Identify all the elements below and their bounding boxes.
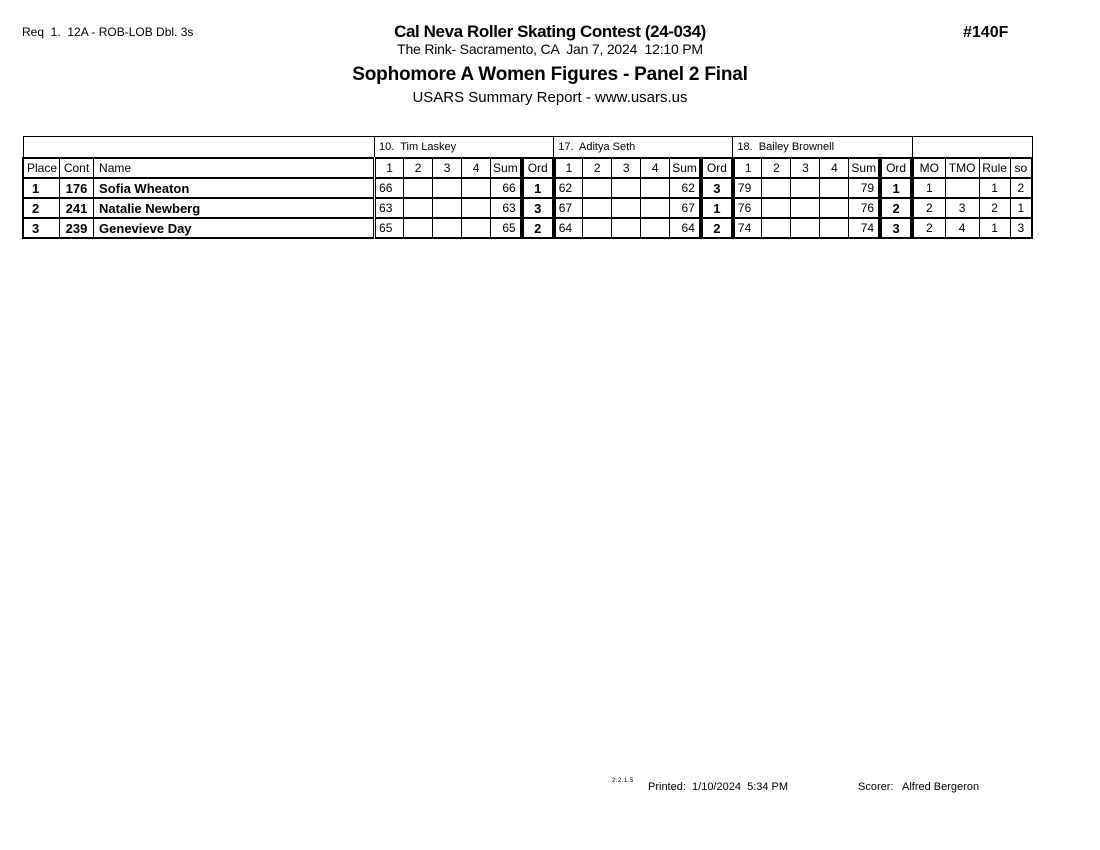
score-cell: [820, 198, 849, 218]
score-cell: [462, 198, 491, 218]
score-cell: [404, 218, 433, 238]
score-cell: 76: [733, 198, 762, 218]
ord-cell: 1: [701, 198, 733, 218]
so-cell: 2: [1010, 178, 1032, 198]
result-row: [23, 198, 1032, 218]
score-cell: [583, 218, 612, 238]
report-type-line: USARS Summary Report - www.usars.us: [412, 89, 688, 106]
software-version-label: 2.2.1.5: [612, 778, 634, 784]
score-cell: 65: [375, 218, 404, 238]
name-cell: Natalie Newberg: [94, 198, 375, 218]
score-cell: 74: [733, 218, 762, 238]
col-header-j17-ord: Ord: [701, 158, 733, 178]
score-cell: [762, 198, 791, 218]
score-cell: [791, 218, 820, 238]
cont-cell: 176: [60, 178, 94, 198]
ord-cell: 3: [880, 218, 912, 238]
judge-header-row: [23, 137, 1032, 159]
judge-row-left-spacer: [23, 137, 375, 159]
col-header-place: Place: [23, 158, 60, 178]
col-header-j17-4: 4: [641, 158, 670, 178]
ord-cell: 1: [522, 178, 554, 198]
sum-cell: 65: [491, 218, 522, 238]
so-cell: 1: [1010, 198, 1032, 218]
sum-cell: 67: [670, 198, 701, 218]
sum-cell: 76: [849, 198, 880, 218]
col-header-j10-4: 4: [462, 158, 491, 178]
col-header-name: Name: [94, 158, 375, 178]
results-table: [22, 136, 1033, 239]
col-header-j10-2: 2: [404, 158, 433, 178]
rule-cell: 2: [979, 198, 1010, 218]
ord-cell: 3: [701, 178, 733, 198]
score-cell: [762, 178, 791, 198]
score-cell: 63: [375, 198, 404, 218]
score-cell: [612, 178, 641, 198]
cont-cell: 241: [60, 198, 94, 218]
tmo-cell: 4: [945, 218, 979, 238]
score-cell: [820, 178, 849, 198]
sum-cell: 66: [491, 178, 522, 198]
col-header-tmo: TMO: [945, 158, 979, 178]
ord-cell: 1: [880, 178, 912, 198]
col-header-j18-2: 2: [762, 158, 791, 178]
col-header-j10-1: 1: [375, 158, 404, 178]
score-cell: [612, 198, 641, 218]
rule-cell: 1: [979, 218, 1010, 238]
place-cell: 3: [23, 218, 60, 238]
col-header-j18-sum: Sum: [849, 158, 880, 178]
venue-date-line: The Rink- Sacramento, CA Jan 7, 2024 12:10 PM: [397, 41, 703, 57]
col-header-cont: Cont: [60, 158, 94, 178]
report-header: [0, 22, 1100, 107]
col-header-j10-3: 3: [433, 158, 462, 178]
judge-name-cell-10: 10. Tim Laskey: [375, 137, 554, 159]
event-title: Sophomore A Women Figures - Panel 2 Final: [352, 64, 748, 85]
ord-cell: 2: [880, 198, 912, 218]
score-cell: 79: [733, 178, 762, 198]
ord-cell: 2: [701, 218, 733, 238]
sum-cell: 62: [670, 178, 701, 198]
sum-cell: 64: [670, 218, 701, 238]
col-header-j10-ord: Ord: [522, 158, 554, 178]
requirement-label: Req 1. 12A - ROB-LOB Dbl. 3s: [22, 25, 194, 39]
rule-cell: 1: [979, 178, 1010, 198]
col-header-j10-sum: Sum: [491, 158, 522, 178]
mo-cell: 2: [912, 198, 945, 218]
score-cell: 67: [554, 198, 583, 218]
tmo-cell: 3: [945, 198, 979, 218]
col-header-so: so: [1010, 158, 1032, 178]
col-header-j17-1: 1: [554, 158, 583, 178]
col-header-j17-sum: Sum: [670, 158, 701, 178]
score-cell: [433, 218, 462, 238]
score-cell: [433, 178, 462, 198]
score-cell: 64: [554, 218, 583, 238]
col-header-j18-ord: Ord: [880, 158, 912, 178]
score-cell: [641, 218, 670, 238]
score-cell: [762, 218, 791, 238]
result-row: [23, 218, 1032, 238]
column-header-row: [23, 158, 1032, 178]
name-cell: Sofia Wheaton: [94, 178, 375, 198]
col-header-j18-1: 1: [733, 158, 762, 178]
cont-cell: 239: [60, 218, 94, 238]
name-cell: Genevieve Day: [94, 218, 375, 238]
score-cell: [641, 178, 670, 198]
score-cell: [583, 178, 612, 198]
mo-cell: 1: [912, 178, 945, 198]
score-cell: [820, 218, 849, 238]
col-header-j17-2: 2: [583, 158, 612, 178]
mo-cell: 2: [912, 218, 945, 238]
ord-cell: 2: [522, 218, 554, 238]
sum-cell: 63: [491, 198, 522, 218]
score-cell: [404, 198, 433, 218]
score-cell: [641, 198, 670, 218]
result-row: [23, 178, 1032, 198]
sum-cell: 74: [849, 218, 880, 238]
col-header-mo: MO: [912, 158, 945, 178]
judge-name-cell-18: 18. Bailey Brownell: [733, 137, 912, 159]
report-number: #140F: [963, 24, 1009, 41]
place-cell: 2: [23, 198, 60, 218]
col-header-rule: Rule: [979, 158, 1010, 178]
sum-cell: 79: [849, 178, 880, 198]
col-header-j18-3: 3: [791, 158, 820, 178]
score-cell: [791, 198, 820, 218]
place-cell: 1: [23, 178, 60, 198]
score-cell: [791, 178, 820, 198]
score-cell: [462, 178, 491, 198]
tmo-cell: [945, 178, 979, 198]
judge-row-right-spacer: [912, 137, 1032, 159]
score-cell: [433, 198, 462, 218]
so-cell: 3: [1010, 218, 1032, 238]
score-cell: [583, 198, 612, 218]
score-cell: 66: [375, 178, 404, 198]
contest-title: Cal Neva Roller Skating Contest (24-034): [394, 22, 706, 41]
printed-timestamp: Printed: 1/10/2024 5:34 PM: [648, 781, 789, 793]
score-cell: [404, 178, 433, 198]
col-header-j18-4: 4: [820, 158, 849, 178]
col-header-j17-3: 3: [612, 158, 641, 178]
score-cell: [462, 218, 491, 238]
score-cell: 62: [554, 178, 583, 198]
ord-cell: 3: [522, 198, 554, 218]
score-cell: [612, 218, 641, 238]
judge-name-cell-17: 17. Aditya Seth: [554, 137, 733, 159]
scorer-name: Scorer: Alfred Bergeron: [858, 781, 980, 793]
